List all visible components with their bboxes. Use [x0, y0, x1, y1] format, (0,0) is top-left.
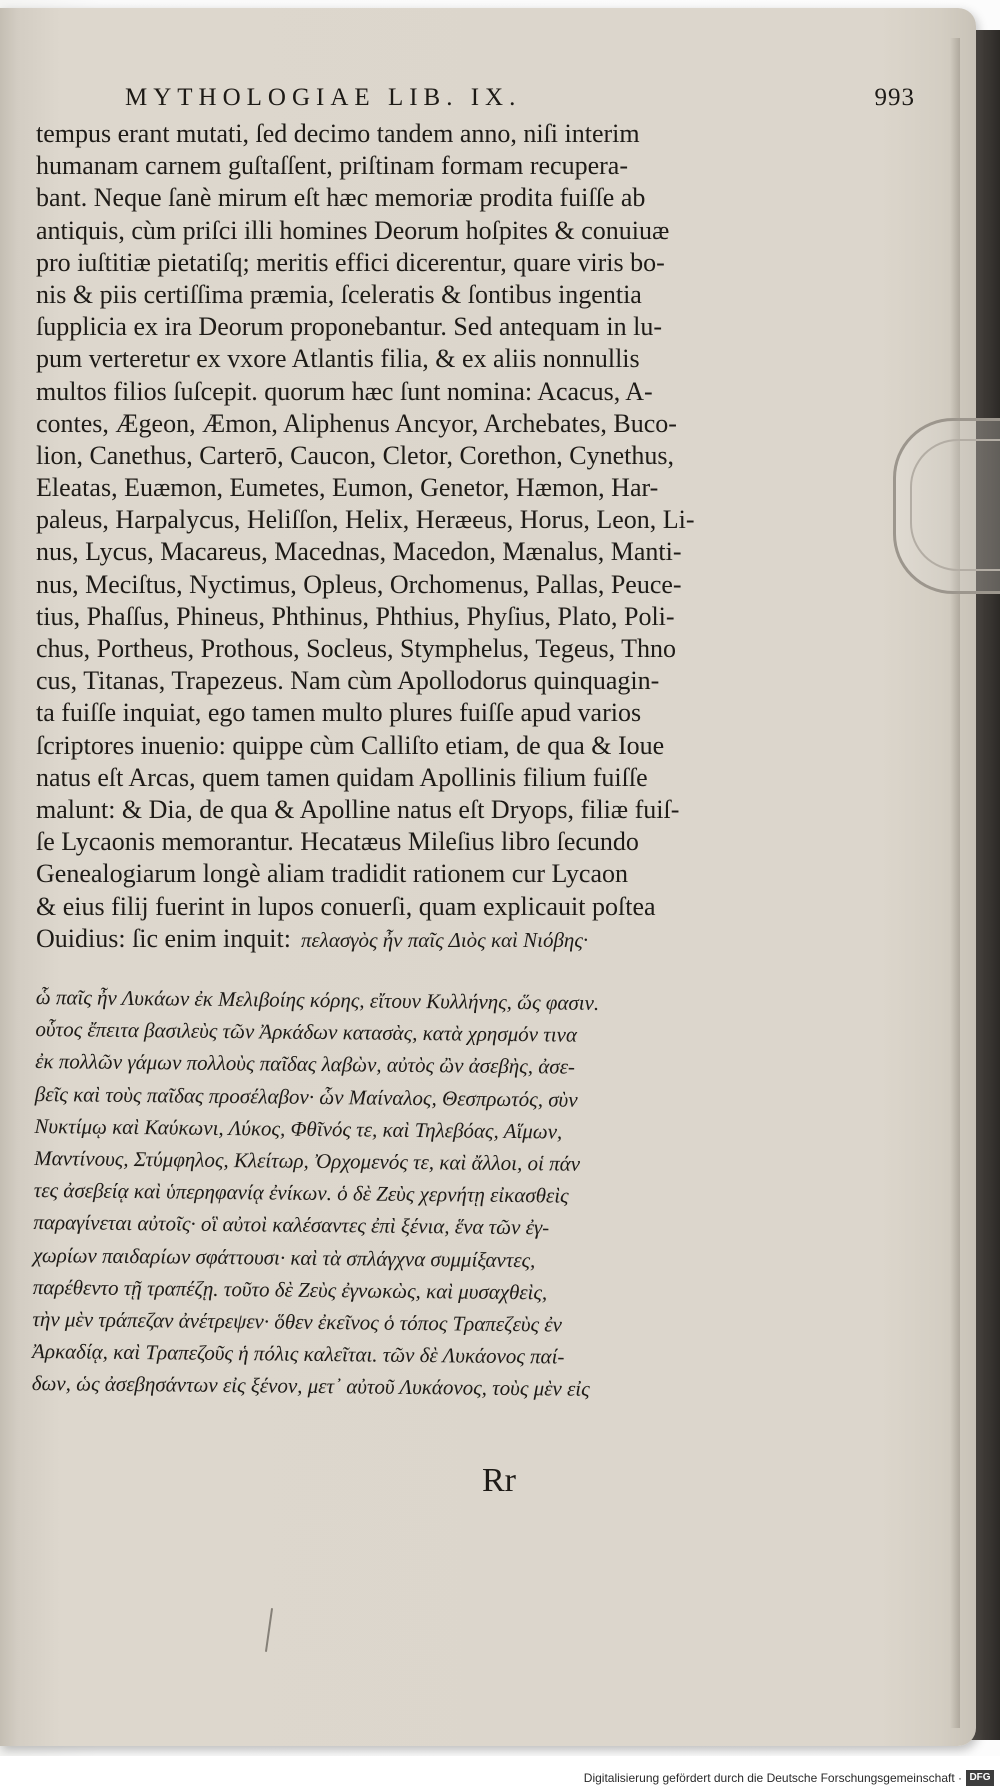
text-line: tempus erant mutati, ſed decimo tandem anno, niſi interim — [36, 119, 640, 148]
text-line: ſcriptores inuenio: quippe cùm Calliſto etiam, de qua & Ioue — [36, 730, 665, 760]
greek-quotation — [32, 981, 736, 1407]
text-line: cus, Titanas, Trapezeus. Nam cùm Apollodorus quinquagin- — [36, 666, 660, 696]
text-line: lion, Canethus, Carterō, Caucon, Cletor, Corethon, Cynethus, — [36, 440, 675, 470]
greek-line: βεῖς καὶ τοὺς παῖδας προσέλαβον· ὧν Μαίναλος, Θεσπρωτός, σὺν — [34, 1081, 578, 1112]
text-line: pum verteretur ex vxore Atlantis filia, & ex aliis nonnullis — [36, 344, 640, 374]
latin-body-text — [36, 118, 736, 955]
text-line: pro iuſtitiæ pietatiſq; meritis effici dicerentur, quare viris bo- — [36, 247, 665, 277]
greek-line: παραγίνεται αὐτοῖς· οἳ αὐτοὶ καλέσαντες ἐπὶ ξένια, ἕνα τῶν ἐγ- — [33, 1210, 550, 1240]
page-edge-shadow — [950, 38, 960, 1728]
text-line — [36, 923, 736, 955]
text-line: malunt: & Dia, de qua & Apolline natus eſt Dryops, filiæ fuiſ- — [36, 794, 680, 824]
dfg-logo: DFG — [966, 1770, 994, 1786]
running-title: MYTHOLOGIAE LIB. IX. — [125, 84, 522, 111]
text-line: chus, Portheus, Prothous, Socleus, Stymphelus, Tegeus, Thno — [36, 634, 676, 663]
text-line: paleus, Harpalycus, Heliſſon, Helix, Heræeus, Horus, Leon, Li- — [36, 505, 695, 535]
text-line: contes, Ægeon, Æmon, Aliphenus Ancyor, Archebates, Buco- — [36, 408, 677, 438]
text-line: Genealogiarum longè aliam tradidit rationem cur Lycaon — [36, 859, 629, 889]
text-line: antiquis, cùm priſci illi homines Deorum hoſpites & conuiuæ — [36, 215, 670, 245]
greek-line: Μαντίνους, Στύμφηλος, Κλείτωρ, Ὀρχομενός τε, καὶ ἄλλοι, οἱ πάν — [34, 1145, 581, 1176]
greek-inline-text: πελασγὸς ἦν παῖς Διὸς καὶ Νιόβης· — [300, 927, 589, 952]
text-line: natus eſt Arcas, quem tamen quidam Apollinis filium fuiſſe — [36, 762, 648, 792]
greek-line: τὴν μὲν τράπεζαν ἀνέτρεψεν· ὅθεν ἐκεῖνος ὁ τόπος Τραπεζεὺς ἐν — [32, 1306, 563, 1337]
text-line: Eleatas, Euæmon, Eumetes, Eumon, Genetor, Hæmon, Har- — [36, 473, 659, 503]
greek-line: ὧ παῖς ἦν Λυκάων ἐκ Μελιβοίης κόρης, εἴτουν Κυλλήνης, ὥς φασιν. — [35, 984, 600, 1015]
page-number: 993 — [874, 84, 915, 111]
greek-line: τες ἀσεβείᾳ καὶ ὑπερηφανίᾳ ἐνίκων. ὁ δὲ Ζεὺς χερνήτῃ εἰκασθεὶς — [33, 1178, 569, 1208]
text-line: nis & piis certiſſima præmia, ſceleratis & ſontibus ingentia — [36, 279, 642, 309]
text-line: bant. Neque ſanè mirum eſt hæc memoriæ prodita fuiſſe ab — [36, 183, 646, 213]
text-line: & eius filij fuerint in lupos conuerſi, quam explicauit poſtea — [36, 891, 656, 921]
greek-line: παρέθεντο τῇ τραπέζῃ. τοῦτο δὲ Ζεὺς ἐγνωκὼς, καὶ μυσαχθεὶς, — [32, 1274, 548, 1305]
greek-line: ἐκ πολλῶν γάμων πολλοὺς παῖδας λαβὼν, αὐτὸς ὢν ἀσεβὴς, ἀσε- — [35, 1049, 576, 1080]
text-line: nus, Meciſtus, Nyctimus, Opleus, Orchomenus, Pallas, Peuce- — [36, 569, 682, 599]
greek-line: χωρίων παιδαρίων σφάττουσι· καὶ τὰ σπλάγχνα συμμίξαντες, — [33, 1242, 536, 1272]
running-header — [125, 84, 915, 118]
text-line: humanam carnem guſtaſſent, priſtinam formam recupera- — [36, 151, 628, 181]
greek-line: δων, ὡς ἀσεβησάντων εἰς ξένον, μετ᾽ αὐτοῦ Λυκάονος, τοὺς μὲν εἰς — [31, 1371, 590, 1402]
text-line: multos filios ſuſcepit. quorum hæc ſunt nomina: Acacus, A- — [36, 376, 653, 406]
greek-line: οὗτος ἔπειτα βασιλεὺς τῶν Ἀρκάδων κατασὰς, κατὰ χρησμόν τινα — [35, 1017, 578, 1047]
text-line: nus, Lycus, Macareus, Macednas, Macedon, Mænalus, Manti- — [36, 537, 682, 567]
text-line: tius, Phaſſus, Phineus, Phthinus, Phthius, Phyſius, Plato, Poli- — [36, 601, 675, 631]
digitization-credit: Digitalisierung gefördert durch die Deutsche Forschungsgemeinschaft · — [583, 1771, 962, 1785]
text-line: ta fuiſſe inquiat, ego tamen multo plures fuiſſe apud varios — [36, 698, 642, 728]
greek-line: Ἀρκαδίᾳ, καὶ Τραπεζοῦς ἡ πόλις καλεῖται. τῶν δὲ Λυκάονος παί- — [31, 1339, 565, 1369]
text-line: ſupplicia ex ira Deorum proponebantur. Sed antequam in lu- — [36, 312, 662, 342]
text-line: ſe Lycaonis memorantur. Hecatæus Mileſius libro ſecundo — [36, 827, 639, 857]
page-clip-holder — [893, 418, 1000, 594]
greek-line: Νυκτίμῳ καὶ Καύκωνι, Λύκος, Φθῖνός τε, καὶ Τηλεβόας, Αἵμων, — [34, 1113, 563, 1144]
text-line-latin: Ouidius: ſic enim inquit: — [36, 923, 291, 953]
signature-mark: Rr — [482, 1462, 516, 1499]
